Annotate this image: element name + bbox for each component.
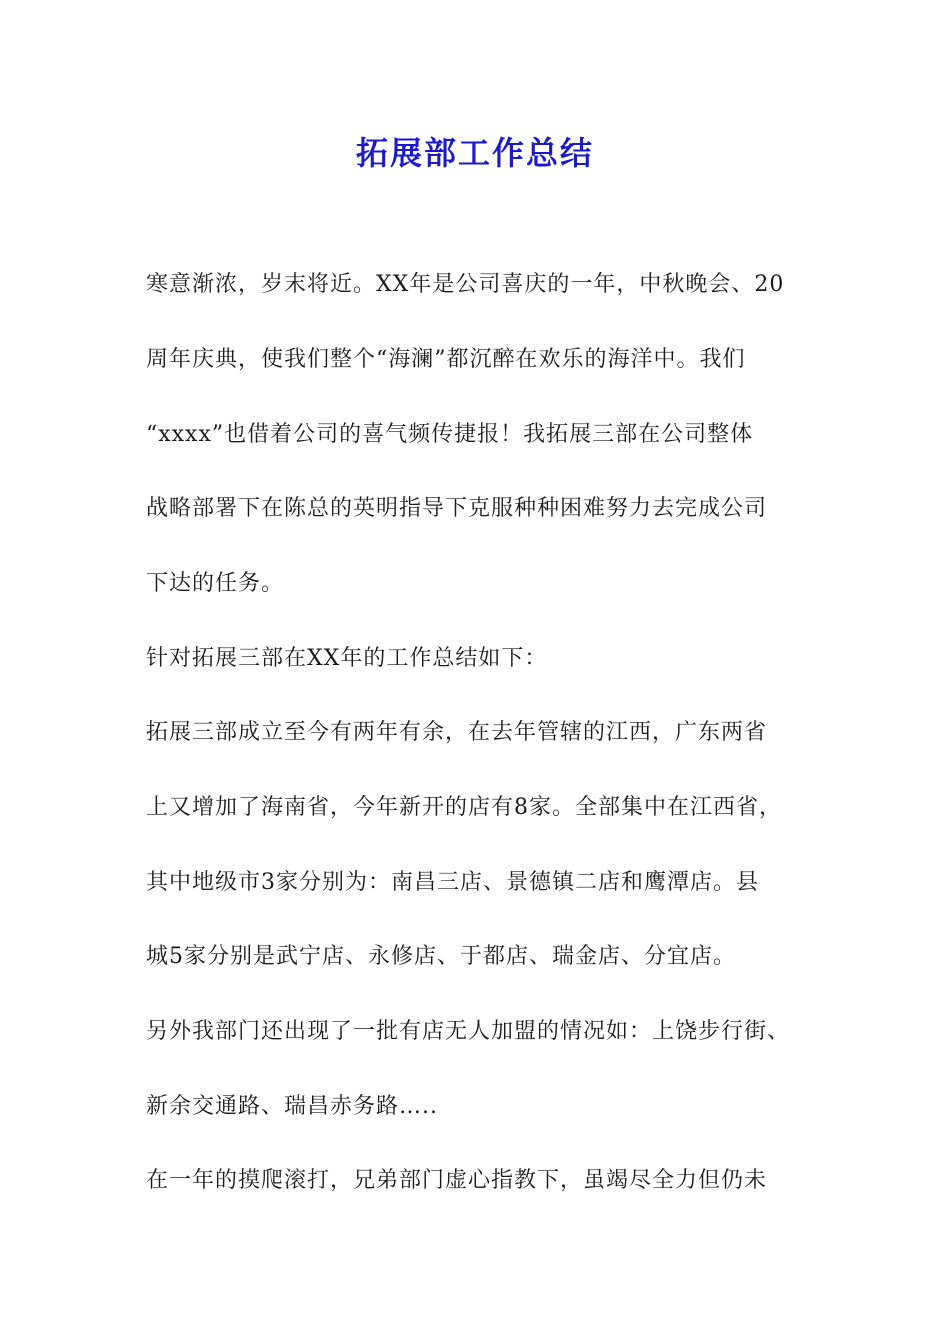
text-line-13: 在一年的摸爬滚打，兄弟部门虚心指教下，虽竭尽全力但仍未 — [146, 1168, 768, 1193]
document-title: 拓展部工作总结 — [355, 134, 594, 172]
text-line-11: 另外我部门还出现了一批有店无人加盟的情况如：上饶步行街、 — [146, 1019, 791, 1044]
text-line-3: “xxxx”也借着公司的喜气频传捷报！我拓展三部在公司整体 — [146, 422, 754, 447]
text-line-6: 针对拓展三部在XX年的工作总结如下： — [146, 646, 548, 671]
text-line-5: 下达的任务。 — [146, 571, 285, 596]
text-line-12: 新余交通路、瑞昌赤务路….. — [146, 1094, 438, 1119]
text-line-4: 战略部署下在陈总的英明指导下克服种种困难努力去完成公司 — [146, 496, 768, 521]
text-line-10: 城5家分别是武宁店、永修店、于都店、瑞金店、分宜店。 — [146, 944, 736, 969]
text-line-2: 周年庆典，使我们整个“海澜”都沉醉在欢乐的海洋中。我们 — [146, 347, 746, 372]
text-line-7: 拓展三部成立至今有两年有余，在去年管辖的江西，广东两省 — [146, 720, 768, 745]
text-line-1: 寒意渐浓，岁末将近。XX年是公司喜庆的一年，中秋晚会、20 — [146, 272, 785, 297]
text-line-9: 其中地级市3家分别为：南昌三店、景德镇二店和鹰潭店。县 — [146, 870, 759, 895]
text-line-8: 上又增加了海南省，今年新开的店有8家。全部集中在江西省， — [146, 795, 782, 820]
